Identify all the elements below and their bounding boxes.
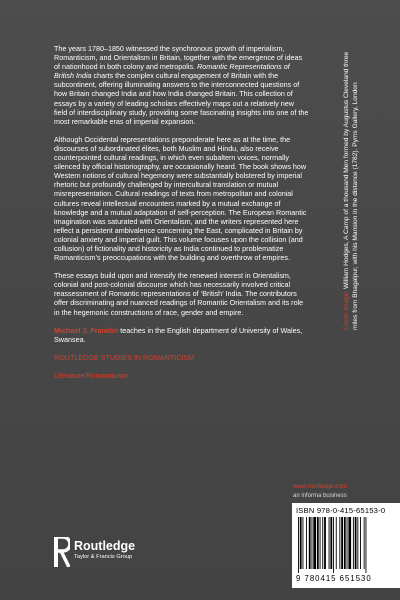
subject-category: Literature/Romanticism	[54, 370, 128, 380]
publisher-logo	[54, 537, 164, 577]
cover-image-label: Cover image:	[343, 288, 350, 330]
author-name: Michael J. Franklin	[54, 325, 119, 335]
series-name: ROUTLEDGE STUDIES IN ROMANTICISM	[54, 352, 195, 362]
blurb-text	[54, 44, 309, 389]
author-bio: Michael J. Franklin teaches in the English department of University of Wales, Swansea.	[54, 325, 303, 344]
blurb-paragraph-1: The years 1780–1850 witnessed the synchronous growth of imperialism, Romanticism, and Orientalism in Britain, together with the emergence of ideas of nationhood in both colony and metropolis. Romantic Representations of British India charts the complex cultural engagement of Britain with the subcontinent, offering illuminating answers to the interconnected questions of how Britain changed India and how India changed Britain. This collection of essays by a variety of leading scholars effectively maps out a relatively new field of interdisciplinary study, providing some fascinating insights into one of the most remarkable eras of imperial expansion.	[54, 44, 309, 126]
informa-note: an informa business	[293, 493, 347, 499]
book-title: Romantic Representations of British India	[54, 62, 290, 81]
cover-image-description: William Hodges, A Camp of a thousand Men formed by Augustus Cleveland three miles from Bhagalpur, with his Mansion in the distance (1782). Pyms Gallery, London	[343, 51, 359, 330]
publisher-website: www.routledge.com	[293, 483, 347, 490]
barcode-box	[292, 503, 400, 588]
routledge-logo-icon	[54, 537, 70, 567]
barcode-digits: 9 780415 651530	[296, 574, 372, 583]
blurb-paragraph-2: Although Occidental representations preponderate here as at the time, the discourses of subordinated élites, both Muslim and Hindu, also receive counterpointed cultural readings, in which even subaltern voices, normally silenced by official historiography, are occasionally heard. The book shows how Western notions of cultural hegemony were substantially bolstered by imperial rhetoric but profoundly challenged by intercultural translation or mutual misrepresentation. Cultural readings of texts from metropolitan and colonial cultures reveal intellectual encounters marked by a mutual exchange of knowledge and a mutual adaptation of self-perception. The European Romantic imagination was saturated with Orientalism, and the writers represented here reflect a persistent ambivalence concerning the East, complicated in Britain by colonial anxiety and imperial guilt. This volume focuses upon the collision (and collusion) of fictionality and historicity as India continued to problematize Romanticism’s preoccupations with the building and overthrow of empires.	[54, 134, 307, 263]
logo-subtitle: Taylor & Francis Group	[74, 554, 133, 560]
isbn-text: ISBN 978-0-415-65153-0	[296, 506, 386, 515]
logo-name: Routledge	[74, 539, 136, 553]
barcode-icon	[296, 517, 396, 573]
blurb-paragraph-3: These essays build upon and intensify the renewed interest in Orientalism, colonial and post-colonial discourse which has necessarily involved critical reassessment of Romantic representations of ‘British’ India. The contributors offer discriminating and nuanced readings of Romantic Orientalism and its role in the hegemonic constructions of race, gender and empire.	[54, 271, 304, 317]
cover-image-credit	[343, 50, 360, 330]
